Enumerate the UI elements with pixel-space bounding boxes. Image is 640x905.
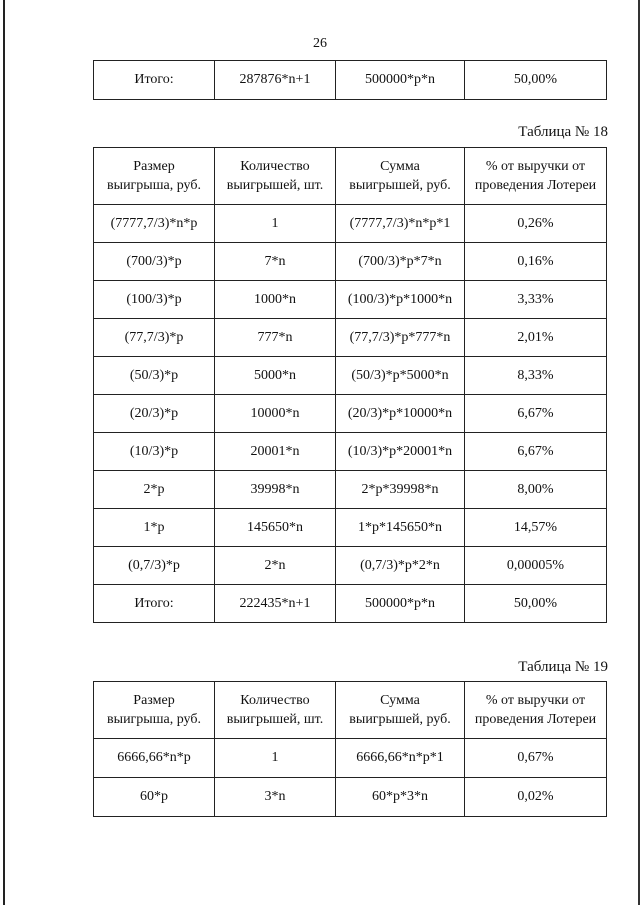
table-cell: 6666,66*n*p bbox=[94, 739, 215, 778]
table-row bbox=[94, 547, 607, 585]
table-cell: 6,67% bbox=[465, 433, 607, 471]
table-18-caption: Таблица № 18 bbox=[518, 124, 608, 140]
table-cell: 1000*n bbox=[215, 281, 336, 319]
scan-edge-left bbox=[3, 0, 5, 905]
table-row bbox=[94, 471, 607, 509]
table-cell: (20/3)*p*10000*n bbox=[336, 395, 465, 433]
table-cell: 1*p bbox=[94, 509, 215, 547]
table-row bbox=[94, 205, 607, 243]
table-cell: 60*p*3*n bbox=[336, 778, 465, 817]
table-cell: 2*p bbox=[94, 471, 215, 509]
table-row bbox=[94, 778, 607, 817]
table-19 bbox=[93, 681, 607, 817]
table-cell: 39998*n bbox=[215, 471, 336, 509]
column-header-prize-size: Размер выигрыша, руб. bbox=[94, 148, 215, 205]
table-row bbox=[94, 509, 607, 547]
page-number: 26 bbox=[313, 36, 327, 51]
table-cell: (700/3)*p*7*n bbox=[336, 243, 465, 281]
table-cell: Итого: bbox=[94, 61, 215, 100]
table-cell: (700/3)*p bbox=[94, 243, 215, 281]
table-cell: 14,57% bbox=[465, 509, 607, 547]
table-cell: (7777,7/3)*n*p bbox=[94, 205, 215, 243]
table-row bbox=[94, 739, 607, 778]
table-row bbox=[94, 585, 607, 623]
table-cell: 0,67% bbox=[465, 739, 607, 778]
table-19-caption: Таблица № 19 bbox=[518, 659, 608, 675]
table-cell: (50/3)*p bbox=[94, 357, 215, 395]
table-row bbox=[94, 433, 607, 471]
table-cell: 5000*n bbox=[215, 357, 336, 395]
table-cell: 0,00005% bbox=[465, 547, 607, 585]
table-cell: 3,33% bbox=[465, 281, 607, 319]
table-cell: 777*n bbox=[215, 319, 336, 357]
table-cell: 6666,66*n*p*1 bbox=[336, 739, 465, 778]
table-cell: 500000*p*n bbox=[336, 585, 465, 623]
table-cell: 50,00% bbox=[465, 61, 607, 100]
table-cell: 1*p*145650*n bbox=[336, 509, 465, 547]
table-cell: 60*p bbox=[94, 778, 215, 817]
table-row bbox=[94, 243, 607, 281]
table-cell: (77,7/3)*p*777*n bbox=[336, 319, 465, 357]
table-cell: (20/3)*p bbox=[94, 395, 215, 433]
table-cell: (100/3)*p*1000*n bbox=[336, 281, 465, 319]
column-header-prize-count: Количество выигрышей, шт. bbox=[215, 682, 336, 739]
column-header-revenue-percent: % от выручки от проведения Лотереи bbox=[465, 148, 607, 205]
continued-table bbox=[93, 60, 607, 100]
table-cell: 2,01% bbox=[465, 319, 607, 357]
table-cell: (0,7/3)*p bbox=[94, 547, 215, 585]
table-cell: Итого: bbox=[94, 585, 215, 623]
table-row bbox=[94, 395, 607, 433]
table-cell: (10/3)*p*20001*n bbox=[336, 433, 465, 471]
table-cell: 8,33% bbox=[465, 357, 607, 395]
table-cell: 8,00% bbox=[465, 471, 607, 509]
table-cell: 20001*n bbox=[215, 433, 336, 471]
table-cell: 222435*n+1 bbox=[215, 585, 336, 623]
table-cell: 0,02% bbox=[465, 778, 607, 817]
table-row bbox=[94, 319, 607, 357]
table-cell: 7*n bbox=[215, 243, 336, 281]
table-header-row bbox=[94, 148, 607, 205]
table-cell: 6,67% bbox=[465, 395, 607, 433]
column-header-prize-count: Количество выигрышей, шт. bbox=[215, 148, 336, 205]
table-cell: 500000*p*n bbox=[336, 61, 465, 100]
column-header-revenue-percent: % от выручки от проведения Лотереи bbox=[465, 682, 607, 739]
table-cell: 145650*n bbox=[215, 509, 336, 547]
table-cell: 1 bbox=[215, 205, 336, 243]
table-cell: 50,00% bbox=[465, 585, 607, 623]
table-cell: 10000*n bbox=[215, 395, 336, 433]
table-cell: 0,16% bbox=[465, 243, 607, 281]
column-header-prize-size: Размер выигрыша, руб. bbox=[94, 682, 215, 739]
table-cell: (7777,7/3)*n*p*1 bbox=[336, 205, 465, 243]
table-cell: 2*p*39998*n bbox=[336, 471, 465, 509]
table-cell: (100/3)*p bbox=[94, 281, 215, 319]
table-cell: 287876*n+1 bbox=[215, 61, 336, 100]
table-cell: 3*n bbox=[215, 778, 336, 817]
table-row bbox=[94, 357, 607, 395]
table-header-row bbox=[94, 682, 607, 739]
table-18 bbox=[93, 147, 607, 623]
table-cell: (10/3)*p bbox=[94, 433, 215, 471]
column-header-prize-sum: Сумма выигрышей, руб. bbox=[336, 682, 465, 739]
table-cell: (0,7/3)*p*2*n bbox=[336, 547, 465, 585]
table-row-total bbox=[94, 61, 607, 100]
column-header-prize-sum: Сумма выигрышей, руб. bbox=[336, 148, 465, 205]
table-row bbox=[94, 281, 607, 319]
table-cell: (77,7/3)*p bbox=[94, 319, 215, 357]
table-cell: (50/3)*p*5000*n bbox=[336, 357, 465, 395]
table-cell: 1 bbox=[215, 739, 336, 778]
table-cell: 2*n bbox=[215, 547, 336, 585]
table-cell: 0,26% bbox=[465, 205, 607, 243]
